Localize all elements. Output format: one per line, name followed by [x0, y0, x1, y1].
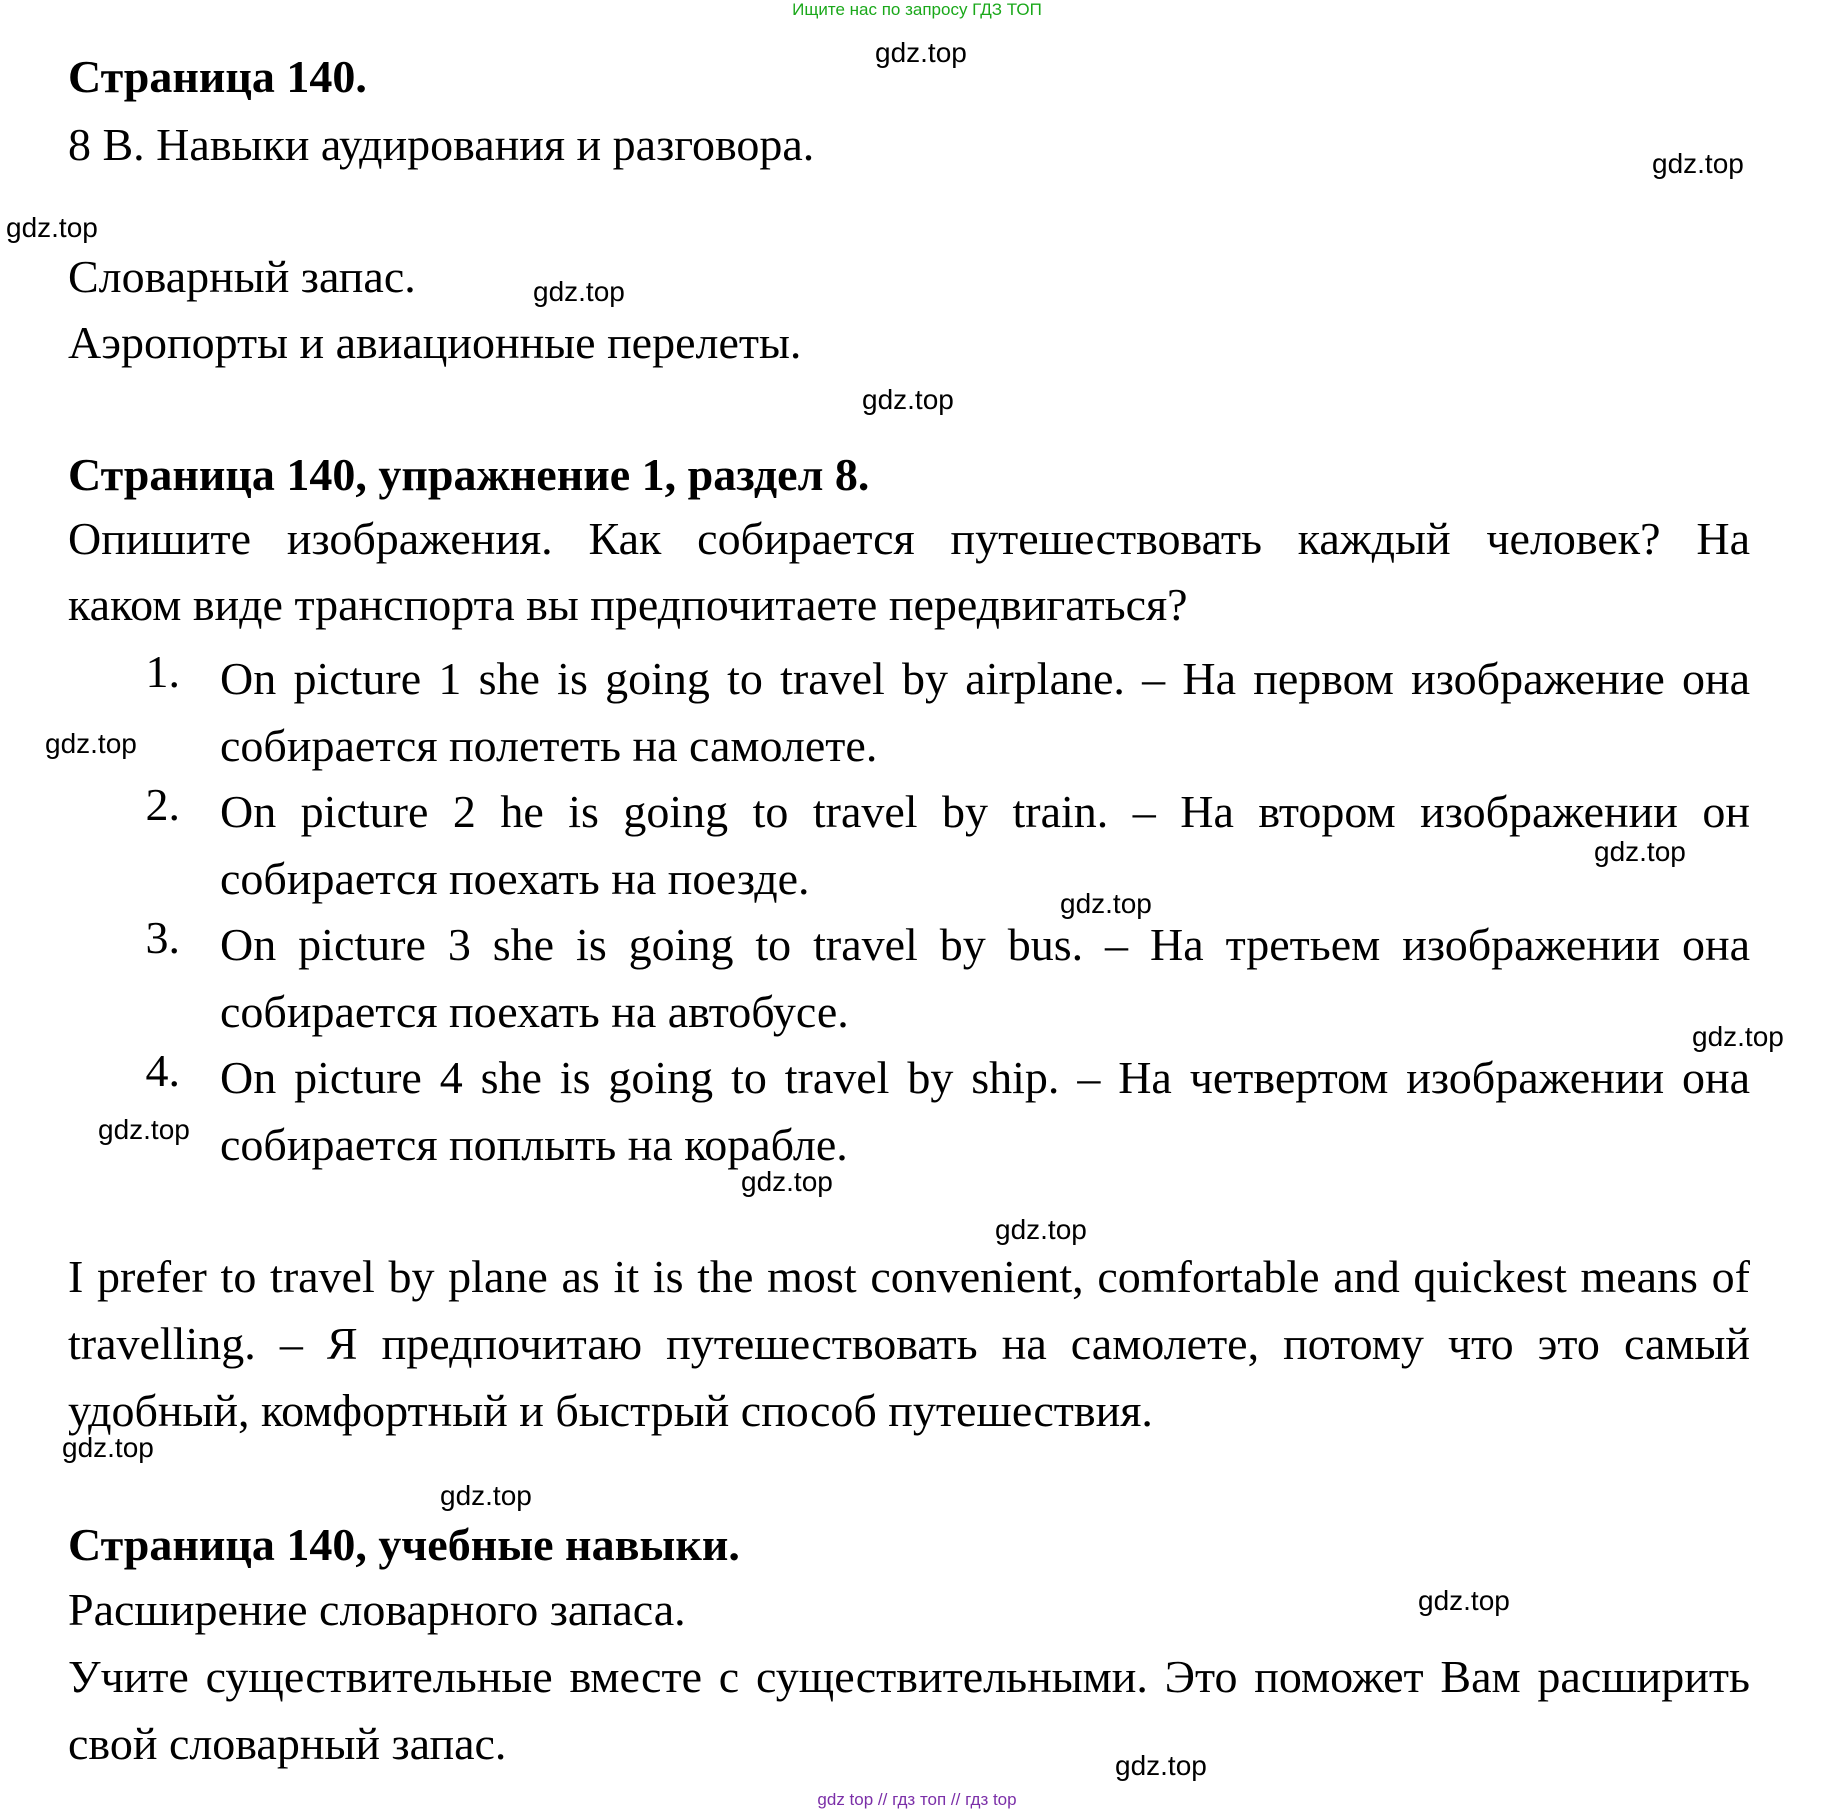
watermark: gdz.top — [741, 1166, 833, 1197]
watermark: gdz.top — [45, 728, 137, 759]
section3-line1: Расширение словарного запаса. — [68, 1584, 686, 1635]
section1-title: Страница 140. — [68, 51, 367, 102]
section3-title: Страница 140, учебные навыки. — [68, 1519, 740, 1570]
watermark: gdz.top — [98, 1114, 190, 1145]
list-item-number: 4. — [145, 1045, 180, 1096]
watermark: gdz.top — [1060, 888, 1152, 919]
section1-subtitle: 8 B. Навыки аудирования и разговора. — [68, 119, 815, 170]
watermark: gdz.top — [533, 276, 625, 307]
list-item: On picture 3 she is going to travel by bus. – На третьем изображении она собирается поехать на автобусе. — [220, 919, 1750, 1037]
watermark: gdz.top — [6, 212, 98, 243]
watermark: gdz.top — [1692, 1021, 1784, 1052]
section2-task-line1: Опишите изображения. Как собирается путешествовать каждый человек? На — [68, 513, 1750, 564]
answer-paragraph: I prefer to travel by plane as it is the most convenient, comfortable and quickest means of travelling. – Я предпочитаю путешествовать на самолете, потому что это самый удобный, комфортный и быстрый способ путешествия. — [68, 1251, 1750, 1436]
section1-line2: Аэропорты и авиационные перелеты. — [68, 317, 802, 368]
watermark: gdz.top — [995, 1214, 1087, 1245]
section3-paragraph: Учите существительные вместе с существительными. Это поможет Вам расширить свой словарный запас. — [68, 1651, 1750, 1769]
watermark: gdz.top — [875, 37, 967, 68]
watermark: gdz.top — [862, 384, 954, 415]
watermark: gdz.top — [1652, 148, 1744, 179]
section2-task-line2: каком виде транспорта вы предпочитаете передвигаться? — [68, 579, 1188, 630]
section1-line1: Словарный запас. — [68, 251, 416, 302]
top-banner: Ищите нас по запросу ГДЗ ТОП — [792, 0, 1042, 19]
watermark: gdz.top — [440, 1480, 532, 1511]
watermark: gdz.top — [1594, 836, 1686, 867]
list-item-number: 3. — [145, 912, 180, 963]
watermark: gdz.top — [1115, 1750, 1207, 1781]
footer-watermark: gdz top // гдз топ // гдз top — [817, 1790, 1017, 1809]
list-item: On picture 2 he is going to travel by train. – На втором изображении он собирается поехать на поезде. — [220, 786, 1750, 904]
list-item: On picture 1 she is going to travel by airplane. – На первом изображение она собирается полететь на самолете. — [220, 653, 1750, 771]
list-item: On picture 4 she is going to travel by ship. – На четвертом изображении она собирается поплыть на корабле. — [220, 1052, 1750, 1170]
list-item-number: 2. — [145, 779, 180, 830]
watermark: gdz.top — [62, 1432, 154, 1463]
section2-title: Страница 140, упражнение 1, раздел 8. — [68, 449, 870, 500]
watermark: gdz.top — [1418, 1585, 1510, 1616]
list-item-number: 1. — [145, 646, 180, 697]
